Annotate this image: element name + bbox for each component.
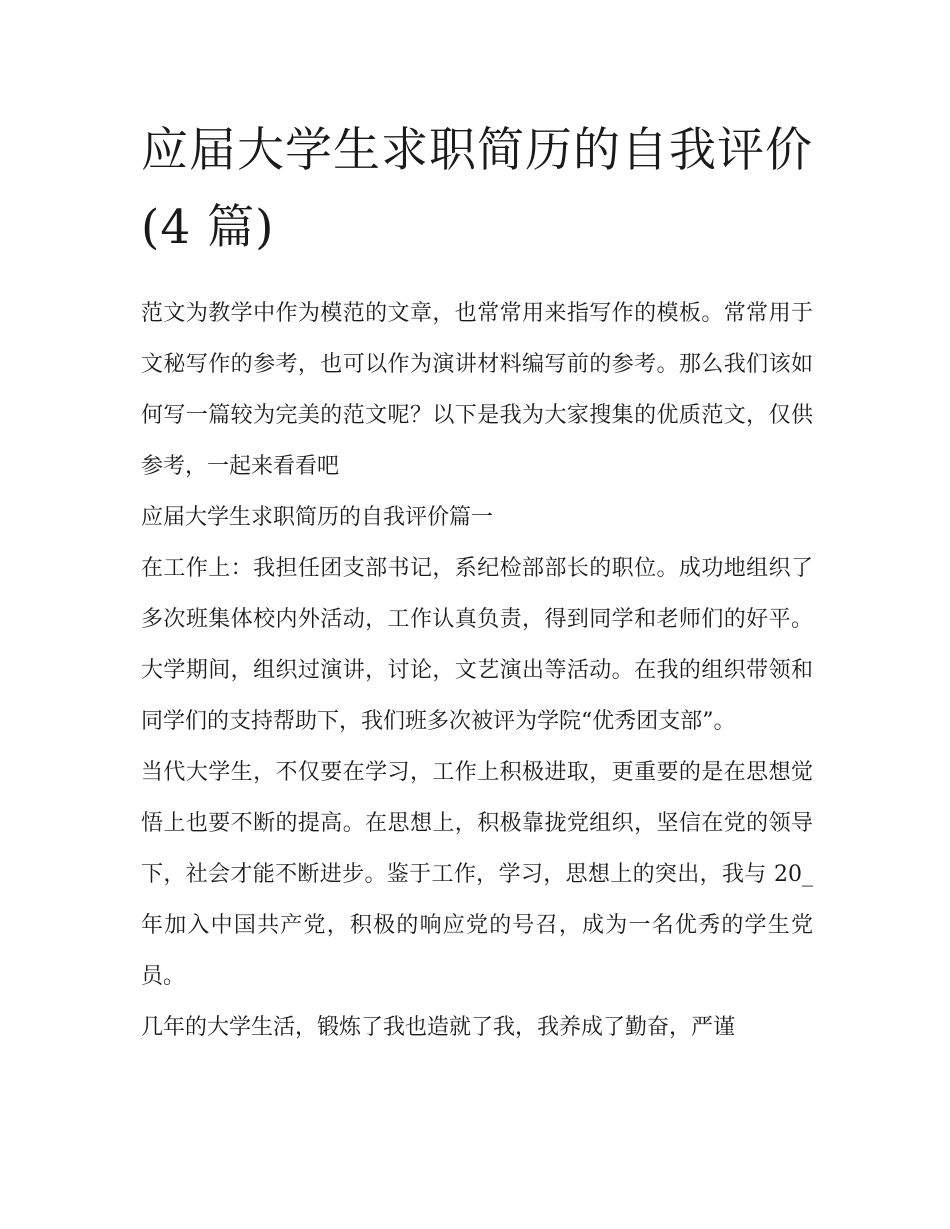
ideology-paragraph: 当代大学生，不仅要在学习，工作上积极进取，更重要的是在思想觉悟上也要不断的提高。在思想上，积极靠拢党组织，坚信在党的领导下，社会才能不断进步。鉴于工作，学习，思想上的突出，我与 20_年加入中国共产党，积极的响应党的号召，成为一名优秀的学生党员。	[141, 760, 813, 989]
document-body	[141, 112, 813, 1053]
intro-paragraph: 范文为教学中作为模范的文章，也常常用来指写作的模板。常常用于文秘写作的参考，也可以作为演讲材料编写前的参考。那么我们该如何写一篇较为完美的范文呢？以下是我为大家搜集的优质范文，仅供参考，一起来看看吧	[141, 301, 813, 479]
college-life-paragraph: 几年的大学生活，锻炼了我也造就了我，我养成了勤奋，严谨	[141, 1015, 736, 1040]
section-heading: 应届大学生求职简历的自我评价篇一	[141, 505, 494, 530]
document-title: 应届大学生求职简历的自我评价(4 篇)	[141, 123, 813, 255]
work-paragraph: 在工作上：我担任团支部书记，系纪检部部长的职位。成功地组织了多次班集体校内外活动，工作认真负责，得到同学和老师们的好平。大学期间，组织过演讲，讨论，文艺演出等活动。在我的组织带领和同学们的支持帮助下，我们班多次被评为学院“优秀团支部”。	[141, 556, 813, 734]
